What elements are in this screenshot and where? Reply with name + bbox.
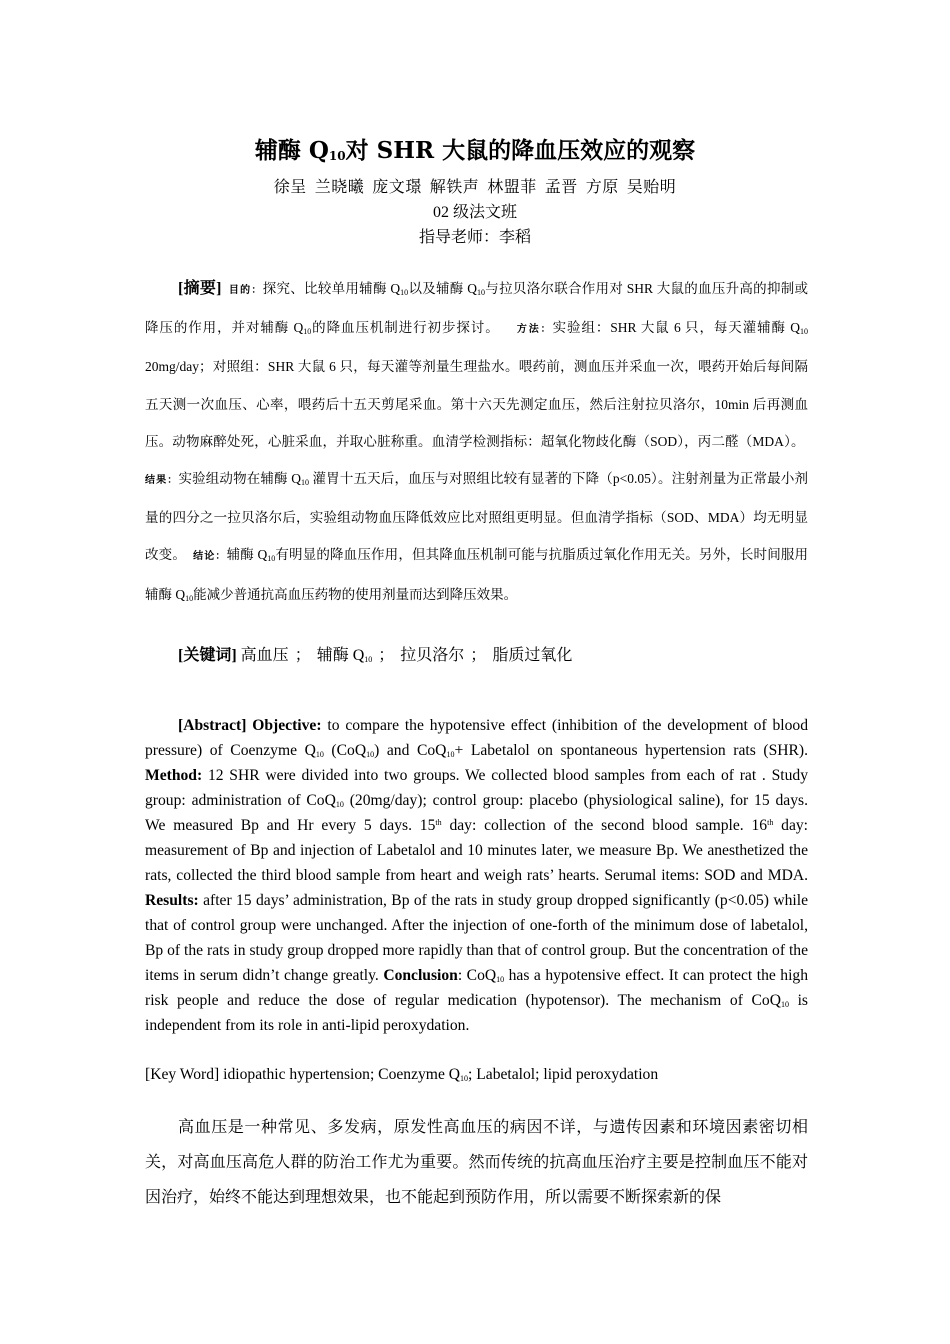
author-name: 林盟菲 xyxy=(487,179,537,196)
keywords-label: [关键词] xyxy=(178,647,237,664)
paper-title: 辅酶 $Q_{10}$对 SHR 大鼠的降血压效应的观察 xyxy=(254,137,696,164)
chinese-keywords: [关键词] 高血压 ； 辅酶 $Q_{10}$ ； 拉贝洛尔 ； 脂质过氧化 xyxy=(178,647,573,664)
objective-label-en: Objective: xyxy=(252,717,322,734)
conclusion-label: 结论： xyxy=(193,551,227,563)
advisor-line: 指导老师：李稻 xyxy=(418,229,531,246)
abstract-label-en: [Abstract] xyxy=(178,717,247,734)
method-label-en: Method: xyxy=(145,767,203,784)
author-name: 孟晋 xyxy=(544,179,578,196)
author-name: 方原 xyxy=(585,179,619,196)
english-keywords: [Key Word] idiopathic hypertension; Coenzyme $Q_{10}$; Labetalol; lipid peroxydation xyxy=(145,1066,659,1083)
conclusion-label-en: Conclusion xyxy=(383,967,458,984)
english-abstract: [Abstract] Objective: to compare the hypotensive effect (inhibition of the development of blood pressure) of Coenzyme $Q_{10}$ (CoQ$_{10}$) and CoQ$_{10}$+ Labetalol on spontaneous hypertension rats (SHR). Method: 12 SHR were divided into two groups. We collected blood samples from each of rat . Study group: administration of CoQ$_{10}$ (20mg/day); control group: placebo (physiological saline), for 15 days. We measured Bp and Hr every 5 days. 15th day: collection of the second blood sample. 16th day: measurement of Bp and injection of Labetalol and 10 minutes later, we measure Bp. We anesthetized the rats, collected the third blood sample from heart and weigh rats’ hearts. Serumal items: SOD and MDA. Results: after 15 days’ administration, Bp of the rats in study group dropped significantly (p<0.05) while that of control group were unchanged. After the injection of one-forth of the minimum dose of labetalol, Bp of the rats in study group dropped more rapidly than that of control group. But the concentration of the items in serum didn’t change greatly. Conclusion: CoQ$_{10}$ has a hypotensive effect. It can protect the high risk people and reduce the dose of regular medication (hypotensor). The mechanism of CoQ$_{10}$ is independent from its role in anti-lipid peroxydation. xyxy=(145,717,809,1034)
results-label: 结果： xyxy=(145,475,179,487)
method-label: 方法： xyxy=(516,324,553,336)
results-label-en: Results: xyxy=(145,892,199,909)
author-name: 吴贻明 xyxy=(626,179,677,196)
author-name: 庞文璟 xyxy=(372,179,422,196)
introduction-paragraph: 高血压是一种常见、多发病，原发性高血压的病因不详，与遗传因素和环境因素密切相关，对高血压高危人群的防治工作尤为重要。然而传统的抗高血压治疗主要是控制血压不能对因治疗，始终不能达到理想效果，也不能起到预防作用，所以需要不断探索新的保 xyxy=(145,1119,808,1206)
author-name: 解铁声 xyxy=(429,179,480,196)
chinese-abstract: [摘要] 目的：探究、比较单用辅酶 $Q_{10}$以及辅酶 $Q_{10}$与拉贝洛尔联合作用对 SHR 大鼠的血压升高的抑制或降压的作用，并对辅酶 $Q_{10}$的降血压机制进行初步探讨。 方法：实验组：SHR 大鼠 6 只，每天灌辅酶 $Q_{10}$ 20mg/day；对照组：SHR 大鼠 6 只，每天灌等剂量生理盐水。喂药前，测血压并采血一次，喂药开始后每间隔五天测一次血压、心率，喂药后十五天剪尾采血。第十六天先测定血压，然后注射拉贝洛尔，10min 后再测血压。动物麻醉处死，心脏采血，并取心脏称重。血清学检测指标：超氧化物歧化酶（SOD），丙二醛（MDA）。 结果：实验组动物在辅酶 $Q_{10}$ 灌胃十五天后，血压与对照组比较有显著的下降（p<0.05）。注射剂量为正常最小剂量的四分之一拉贝洛尔后，实验组动物血压降低效应比对照组更明显。但血清学指标（SOD、MDA）均无明显改变。 结论：辅酶 $Q_{10}$有明显的降血压作用，但其降血压机制可能与抗脂质过氧化作用无关。另外，长时间服用辅酶 $Q_{10}$能减少普通抗高血压药物的使用剂量而达到降压效果。 xyxy=(145,280,809,603)
author-name: 兰晓曦 xyxy=(314,179,365,196)
class-line: 02 级法文班 xyxy=(432,204,517,221)
author-list xyxy=(0,176,950,200)
author-name: 徐呈 xyxy=(273,179,307,196)
abstract-label: [摘要] xyxy=(178,280,222,297)
objective-label: 目的： xyxy=(228,285,263,296)
